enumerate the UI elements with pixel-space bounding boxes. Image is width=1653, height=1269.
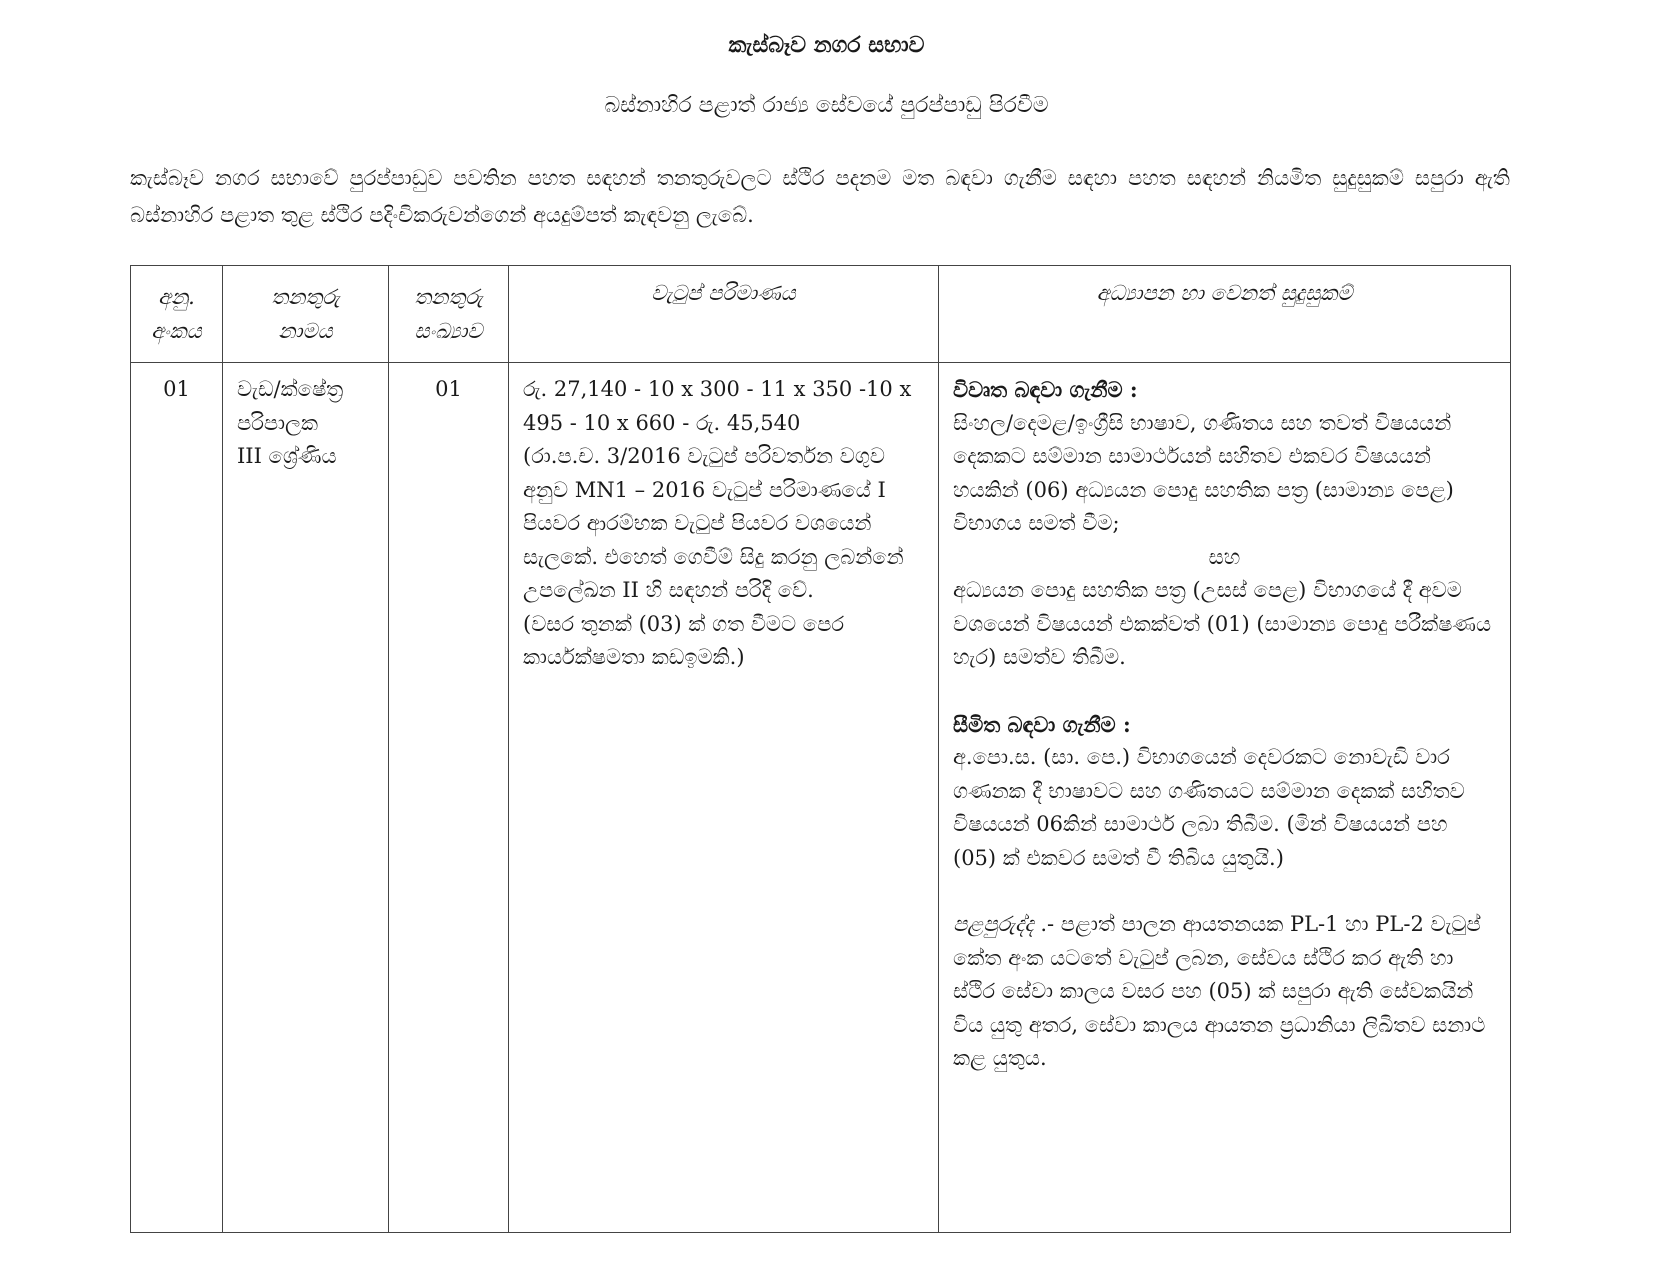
header-serial-no [131, 266, 223, 363]
spacer [953, 675, 1496, 708]
header-post-name [223, 266, 389, 363]
experience-label: පළපුරුද්ද [953, 912, 1034, 936]
and-connector: සහ [1208, 544, 1241, 569]
experience-requirement [953, 908, 1496, 1076]
cell-salary-scale [509, 363, 939, 1233]
council-title: කැස්බෑව නගර සභාව [728, 32, 925, 58]
header-post-count-line1: තනතුරු [414, 285, 483, 309]
post-name-line2: පරිපාලක [237, 410, 319, 435]
table-header-row [131, 266, 1511, 363]
post-name-line1: වැඩ/ක්ෂේත්‍ර [237, 377, 344, 401]
open-recruitment-heading: විවෘත බඳවා ගැනීම : [953, 377, 1138, 402]
limited-recruitment-requirement: අ.පො.ස. (සා. පෙ.) විභාගයෙන් දෙවරකට නොවැඩි වාර ගණනක දී භාෂාවට සහ ගණිතයට සම්මාන දෙකක් සහිතව විෂයයන් 06කින් සාමාර්ථ ලබා තිබීම. (මින් විෂයයන් පහ (05) ක් එකවර සමත් වී තිබිය යුතුයි.) [953, 745, 1465, 870]
cell-qualifications [939, 363, 1511, 1233]
salary-conversion-note: (රා.ප.ච. 3/2016 වැටුප් පරිවර්තන වගුව අනුව MN1 – 2016 වැටුප් පරිමාණයේ I පියවර ආරම්භක වැටුප් පියවර වශයෙන් සැලකේ. එහෙත් ගෙවීම් සිදු කරනු ලබන්නේ උපලේඛන II හි සඳහන් පරිදි වේ. [523, 444, 904, 602]
limited-recruitment-heading: සීමිත බඳවා ගැනීම : [953, 711, 1131, 737]
header-qualifications: අධ්‍යාපන හා වෙනත් සුදුසුකම් [939, 266, 1511, 363]
cell-serial-no: 01 [131, 363, 223, 1233]
header-salary-scale: වැටුප් පරිමාණය [509, 266, 939, 363]
open-recruitment-ol-requirement: සිංහල/දෙමළ/ඉංග්‍රීසි භාෂාව, ගණිතය සහ තවත් විෂයයන් දෙකකට සම්මාන සාමාර්ථයන් සහිතව එකවර විෂයයන් හයකින් (06) අධ්‍යයන පොදු සහතික පත්‍ර (සාමාන්‍ය පෙළ) විභාගය සමත් වීම; [953, 410, 1454, 535]
header-post-count-line2: සංඛ්‍යාව [414, 319, 483, 343]
header-serial-no-line1: අනු. [158, 285, 195, 309]
header-post-name-line2: නාමය [278, 319, 333, 343]
header-serial-no-line2: අංකය [151, 319, 202, 343]
post-name-line3: III ශ්‍රේණිය [237, 444, 337, 468]
notice-subtitle: බස්නාහිර පළාත් රාජ්‍ය සේවයේ පුරප්පාඩු පිරවීම [604, 93, 1049, 118]
efficiency-bar-note: (වසර තුනක් (03) ක් ගත වීමට පෙර කාර්යක්ෂමතා කඩඉමකි.) [523, 611, 845, 669]
cell-post-name [223, 363, 389, 1233]
vacancy-table [130, 265, 1511, 1233]
experience-text: .- පළාත් පාලන ආයතනයක PL-1 හා PL-2 වැටුප් කේත අංක යටතේ වැටුප් ලබන, සේවය ස්ථිර කර ඇති හා ස්ථිර සේවා කාලය වසර පහ (05) ක් සපුරා ඇති සේවකයින් විය යුතු අතර, සේවා කාලය ආයතන ප්‍රධානියා ලිඛිතව සනාථ කළ යුතුය. [953, 912, 1486, 1070]
header-post-count [389, 266, 509, 363]
header-post-name-line1: තනතුරු [271, 285, 340, 309]
salary-scale-text: රු. 27,140 - 10 x 300 - 11 x 350 -10 x 495 - 10 x 660 - රු. 45,540 [523, 377, 912, 435]
spacer [953, 875, 1496, 908]
table-row [131, 363, 1511, 1233]
intro-paragraph: කැස්බෑව නගර සභාවේ පුරප්පාඩුව පවතින පහත සඳහන් තනතුරුවලට ස්ථිර පදනම මත බඳවා ගැනීම සඳහා පහත සඳහන් නියමිත සුදුසුකම් සපුරා ඇති බස්නාහිර පළාත තුළ ස්ථිර පදිංචිකරුවන්ගෙන් අයදුම්පත් කැඳවනු ලැබේ. [130, 166, 1510, 227]
cell-post-count: 01 [389, 363, 509, 1233]
open-recruitment-al-requirement: අධ්‍යයන පොදු සහතික පත්‍ර (උසස් පෙළ) විභාගයේ දී අවම වශයෙන් විෂයයන් එකක්වත් (01) (සාමාන්‍ය පොදු පරීක්ෂණය හැර) සමත්ව තිබීම. [953, 578, 1492, 669]
